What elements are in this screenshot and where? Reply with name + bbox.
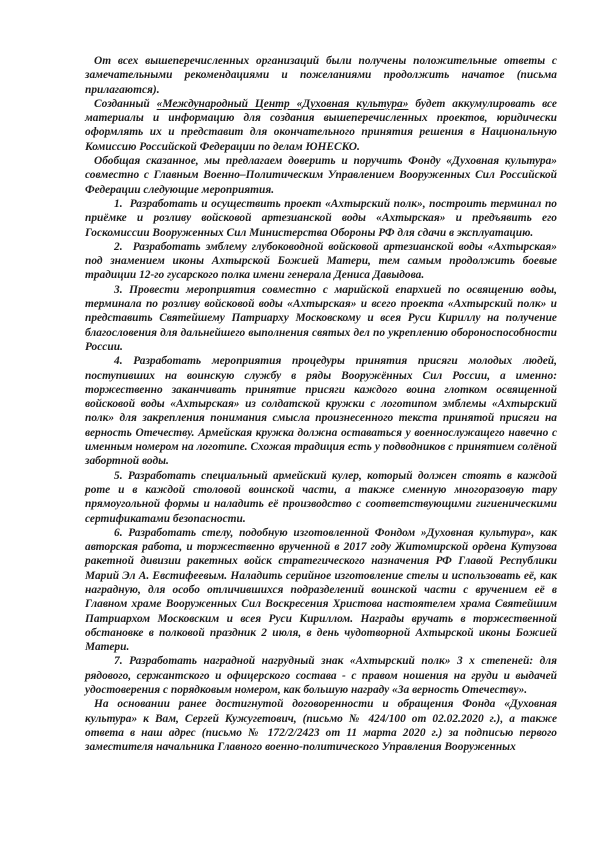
list-item-2: 2. Разработать эмблему глубоководной войсковой артезианской воды «Ахтырская» под знамением иконы Ахтырской Божией Матери, тем самым продолжить боевые традиции 12-го гусарского полка имени генерала Дениса Давыдова. bbox=[85, 240, 557, 282]
list-item-4: 4. Разработать мероприятия процедуры принятия присяги молодых людей, поступивших на воинскую службу в ряды Вооружённых Сил России, а именно: торжественно заканчивать принятие присяги каждого воина глотком освященной войсковой воды «Ахтырская» из солдатской кружки с логотипом эмблемы «Ахтырский полк» для закрепления понимания смысла произнесенного текста принятой присяги на верность Отечеству. Армейская кружка должна оставаться у военнослужащего навечно с именным номером на логотипе. Схожая традиция есть у подводников с принятием солёной забортной воды. bbox=[85, 355, 557, 468]
paragraph-proposal: Обобщая сказанное, мы предлагаем доверить и поручить Фонду «Духовная культура» совместно с Главным Военно–Политическим Управлением Вооруженных Сил Российской Федерации следующие мероприятия. bbox=[85, 155, 557, 196]
document-text-block bbox=[85, 54, 557, 755]
list-item-5: 5. Разработать специальный армейский кулер, который должен стоять в каждой роте и в каждой столовой воинской части, а также сменную многоразовую тару прямоугольной формы и наладить её производство с соответствующими гигиеническими сертификатами безопасности. bbox=[85, 469, 557, 525]
paragraph-created-post: будет аккумулировать все материалы и информацию для создания вышеперечисленных проектов, юридически оформлять их и представит для окончательного принятия решения в Национальную Комиссию Российской Федерации по делам ЮНЕСКО. bbox=[85, 97, 557, 153]
list-item-1: 1. Разработать и осуществить проект «Ахтырский полк», построить терминал по приёмке и розливу войсковой артезианской воды «Ахтырская» и предъявить его Госкомиссии Вооруженных Сил Министерства Обороны РФ для сдачи в эксплуатацию. bbox=[85, 197, 557, 239]
paragraph-created-pre: Созданный bbox=[94, 97, 157, 110]
underlined-center-name: «Международный Центр «Духовная культура» bbox=[156, 97, 409, 110]
paragraph-intro: От всех вышеперечисленных организаций были получены положительные ответы с замечательными рекомендациями и пожеланиями продолжить начатое (письма прилагаются). bbox=[85, 55, 557, 96]
list-item-7: 7. Разработать наградной нагрудный знак «Ахтырский полк» 3 х степеней: для рядового, сержантского и офицерского состава - с правом ношения на груди и выдачей удостоверения с порядковым номером, как большую награду «За верность Отечеству». bbox=[85, 655, 557, 697]
paragraph-created-center bbox=[85, 97, 557, 154]
paragraph-closing: На основании ранее достигнутой договоренности и обращения Фонда «Духовная культура» к Вам, Сергей Кужугетович, (письмо № 424/100 от 02.02.2020 г.), а также ответа в наш адрес (письмо № 172/2/2423 от 11 марта 2020 г.) за подписью первого заместителя начальника Главного военно-политического Управления Вооруженных bbox=[85, 698, 557, 754]
list-item-3: 3. Провести мероприятия совместно с марийской епархией по освящению воды, терминала по розливу войсковой воды «Ахтырская» и всего проекта «Ахтырский полк» и представить Святейшему Патриарху Московскому и всея Руси Кириллу на получение благословения для дальнейшего выполнения святых дел по укреплению обороноспособности России. bbox=[85, 283, 557, 353]
list-item-6: 6. Разработать стелу, подобную изготовленной Фондом »Духовная культура», как авторская работа, и торжественно врученной в 2017 году Житомирской ордена Кутузова ракетной дивизии ракетных войск стратегического назначения РФ Главой Республики Марий Эл А. Евстифеевым. Наладить серийное изготовление стелы и использовать её, как наградную, для особо отличившихся подразделений воинской части с вручением её в Главном храме Вооруженных Сил Воскресения Христова настоятелем храма Святейшим Патриархом Московским и всея Руси Кириллом. Награды вручать в торжественной обстановке в полковой праздник 2 июля, в день чудотворной Ахтырской иконы Божией Матери. bbox=[85, 526, 557, 654]
